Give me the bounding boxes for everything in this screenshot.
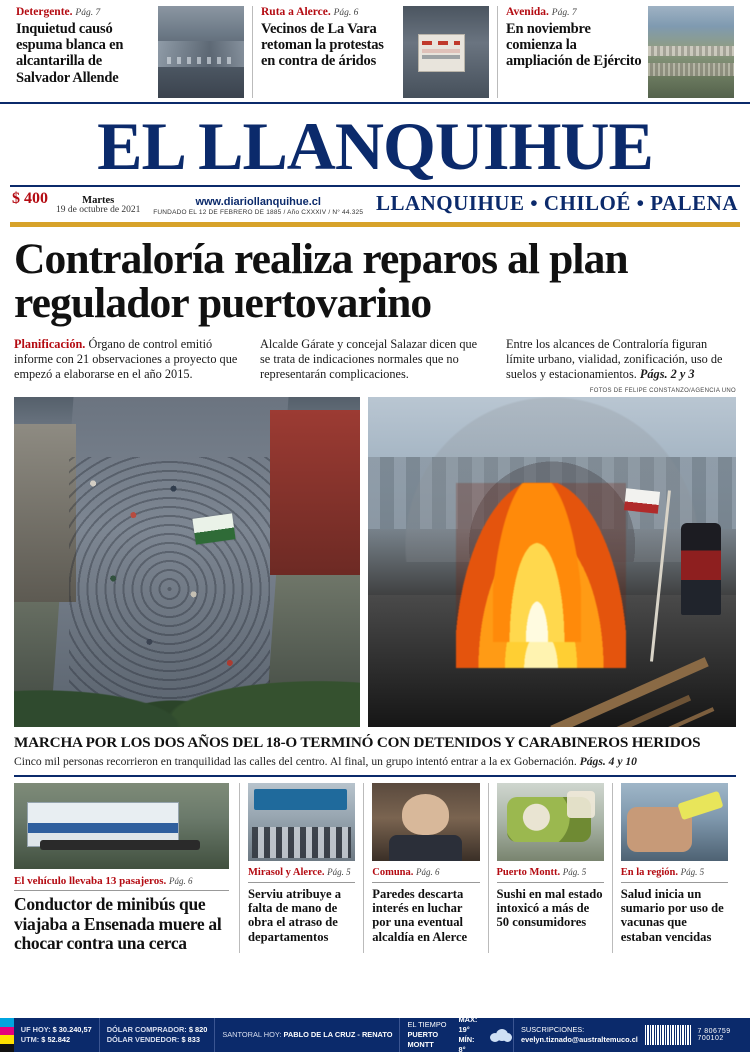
saint-label-row xyxy=(222,1030,392,1040)
teaser-kicker xyxy=(506,6,642,19)
barcode-number: 7 806759 700102 xyxy=(697,1028,731,1042)
bottom-story-item[interactable] xyxy=(488,783,612,953)
lead-column-3 xyxy=(506,337,736,382)
subscriptions-block xyxy=(514,1018,645,1052)
barricade-fire-photo xyxy=(368,397,736,727)
bottom-item-page-ref: Pág. 6 xyxy=(416,867,440,878)
official-portrait-photo xyxy=(372,783,479,861)
bottom-item-headline[interactable]: Paredes descarta interés en luchar por una eventual alcaldía en Alerce xyxy=(372,886,468,944)
bottom-item-kicker xyxy=(248,867,355,879)
color-registration-swatch xyxy=(0,1018,14,1052)
bottom-item-headline[interactable]: Serviu atribuye a falta de mano de obra el atraso de departamentos xyxy=(248,886,342,944)
weather-max-value: 19° xyxy=(458,1025,470,1035)
hero-caption-body: Cinco mil personas recorrieron en tranquilidad las calles del centro. Al final, un grupo intentó entrar a la ex Gobernación. xyxy=(14,755,577,769)
aerial-city-photo xyxy=(648,6,734,98)
photo-detail-building-left xyxy=(14,424,76,602)
hero-caption-headline[interactable]: MARCHA POR LOS DOS AÑOS DEL 18-O TERMINÓ CON DETENIDOS Y CARABINEROS HERIDOS xyxy=(14,734,701,752)
lead-column-1-text: Órgano de control emitió informe con 21 observaciones a proyecto que empezó a elaborarse en el año 2015. xyxy=(14,337,238,382)
photo-detail-person xyxy=(681,523,721,615)
date-label: 19 de octubre de 2021 xyxy=(56,204,141,215)
bottom-item-headline[interactable]: Salud inicia un sumario por uso de vacunas que estaban vencidas xyxy=(620,886,724,944)
utm-value: $ 52.842 xyxy=(41,1035,71,1044)
weather-max-label: MÁX: xyxy=(458,1015,478,1025)
editions-label: LLANQUIHUE • CHILOÉ • PALENA xyxy=(375,190,738,215)
lead-column-3-text: Entre los alcances de Contraloría figuran límite urbano, vialidad, zonificación, uso de suelos y estacionamientos. xyxy=(506,337,723,382)
hero-photo-row xyxy=(0,397,750,727)
weather-min-label: MÍN: xyxy=(458,1035,475,1044)
dollar-buy-label: DÓLAR COMPRADOR: xyxy=(106,1025,187,1035)
bottom-item-kicker-label: Comuna. xyxy=(372,867,414,879)
barcode-icon xyxy=(645,1025,692,1045)
bottom-main-kicker-label: El vehículo llevaba 13 pasajeros. xyxy=(14,875,167,888)
lead-summary-columns xyxy=(14,337,736,386)
teaser-item[interactable] xyxy=(252,6,497,98)
uf-row xyxy=(21,1025,92,1035)
barcode-block xyxy=(645,1018,750,1052)
bottom-main-rule xyxy=(14,890,229,891)
indicators-uf-utm xyxy=(14,1018,100,1052)
bottom-main-page-ref: Pág. 6 xyxy=(169,876,193,887)
saint-of-the-day xyxy=(215,1018,400,1052)
bottom-item-kicker-label: En la región. xyxy=(620,867,679,879)
bottom-item-rule xyxy=(497,882,604,883)
teaser-text xyxy=(506,6,642,98)
price-label: $ 400 xyxy=(12,189,48,207)
street-protest-photo xyxy=(158,6,244,98)
bottom-item-rule xyxy=(621,882,728,883)
teaser-page-ref: Pág. 7 xyxy=(551,8,577,18)
swatch-black xyxy=(0,1044,14,1053)
teaser-item[interactable] xyxy=(497,6,742,98)
weather-min-value: 8° xyxy=(458,1044,466,1054)
teaser-headline[interactable]: Vecinos de La Vara retoman la protestas en contra de áridos xyxy=(261,20,384,70)
bottom-story-item[interactable] xyxy=(240,783,363,953)
weather-max-row xyxy=(459,1015,482,1035)
teaser-page-ref: Pág. 6 xyxy=(333,8,359,18)
minibus-crash-photo xyxy=(14,783,229,869)
photo-credit: FOTOS DE FELIPE CONSTANZO/AGENCIA UNO xyxy=(589,388,736,395)
lead-headline[interactable]: Contraloría realiza reparos al plan regulador puertovarino xyxy=(14,234,628,327)
weather-temps xyxy=(459,1015,482,1055)
hero-caption-page-ref: Págs. 4 y 10 xyxy=(579,755,637,769)
bottom-item-headline[interactable]: Sushi en mal estado intoxicó a más de 50 consumidores xyxy=(496,886,603,930)
bottom-item-page-ref: Pág. 5 xyxy=(327,867,351,878)
lead-column-1 xyxy=(14,337,244,382)
bottom-main-kicker xyxy=(14,875,229,887)
bottom-item-kicker xyxy=(621,867,728,879)
date-block xyxy=(56,195,140,216)
weather-label: EL TIEMPO xyxy=(407,1020,447,1030)
serviu-office-photo xyxy=(248,783,355,861)
indicators-dollar xyxy=(100,1018,216,1052)
bottom-item-rule xyxy=(372,882,479,883)
teaser-kicker-label: Ruta a Alerce. xyxy=(261,6,331,18)
banner-protest-photo xyxy=(403,6,489,98)
bottom-main-headline[interactable]: Conductor de minibús que viajaba a Ensenada muere al chocar contra una cerca xyxy=(14,894,222,953)
dollar-sell-row xyxy=(107,1035,208,1045)
saint-value: PABLO DE LA CRUZ - RENATO xyxy=(283,1030,393,1039)
bottom-story-grid xyxy=(0,777,750,953)
teaser-headline[interactable]: En noviembre comienza la ampliación de Ejército xyxy=(506,20,642,70)
march-crowd-photo xyxy=(14,397,360,727)
uf-value: $ 30.240,57 xyxy=(52,1025,92,1035)
dollar-sell-value: $ 833 xyxy=(181,1035,200,1044)
footer-info-bar xyxy=(0,1015,750,1054)
weather-widget xyxy=(400,1015,514,1054)
dollar-sell-label: DÓLAR VENDEDOR: xyxy=(106,1035,180,1044)
bottom-story-item[interactable] xyxy=(363,783,487,953)
weekday-label: Martes xyxy=(82,194,115,206)
photo-detail-flagcloth xyxy=(624,488,660,513)
bottom-item-kicker xyxy=(497,867,604,879)
photo-detail-fire-core xyxy=(493,483,581,641)
website-link[interactable]: www.diariollanquihue.cl xyxy=(195,195,321,208)
top-teaser-strip xyxy=(0,0,750,104)
teaser-kicker xyxy=(261,6,397,19)
bottom-item-kicker xyxy=(372,867,479,879)
price-date-block xyxy=(12,190,140,216)
bottom-main-story[interactable] xyxy=(14,783,240,953)
utm-label: UTM: xyxy=(20,1035,40,1044)
photo-detail-building-right xyxy=(270,410,360,575)
lead-page-ref: Págs. 2 y 3 xyxy=(639,367,695,382)
bottom-item-kicker-label: Puerto Montt. xyxy=(496,867,561,879)
teaser-item[interactable] xyxy=(8,6,252,98)
bottom-item-kicker-label: Mirasol y Alerce. xyxy=(248,867,325,879)
subscriptions-email[interactable]: evelyn.tiznado@australtemuco.cl xyxy=(520,1035,638,1044)
teaser-kicker-label: Avenida. xyxy=(506,6,549,18)
teaser-headline[interactable]: Inquietud causó espuma blanca en alcantarilla de Salvador Allende xyxy=(16,20,124,86)
teaser-text xyxy=(261,6,397,98)
teaser-text xyxy=(16,6,152,98)
lead-column-2: Alcalde Gárate y concejal Salazar dicen que se trata de indicaciones normales que no representarán complicaciones. xyxy=(260,337,478,382)
cloud-icon xyxy=(490,1028,506,1042)
masthead-info-row xyxy=(0,187,750,216)
uf-label: UF HOY: xyxy=(20,1025,51,1035)
bottom-story-item[interactable] xyxy=(612,783,736,953)
teaser-kicker xyxy=(16,6,152,19)
dollar-buy-row xyxy=(107,1025,208,1035)
swatch-magenta xyxy=(0,1027,14,1036)
photo-detail-trees xyxy=(14,642,360,728)
masthead xyxy=(0,104,750,227)
bottom-item-page-ref: Pág. 5 xyxy=(680,867,705,878)
website-and-founded xyxy=(153,196,363,216)
teaser-kicker-label: Detergente. xyxy=(16,6,73,18)
dollar-buy-value: $ 820 xyxy=(188,1025,208,1035)
lead-story xyxy=(0,227,750,387)
teaser-page-ref: Pág. 7 xyxy=(75,8,101,18)
swatch-yellow xyxy=(0,1035,14,1044)
bottom-item-rule xyxy=(248,882,355,883)
subscriptions-label: SUSCRIPCIONES: xyxy=(520,1025,585,1035)
bottom-item-page-ref: Pág. 5 xyxy=(562,867,587,878)
hero-caption xyxy=(0,727,750,769)
swatch-cyan xyxy=(0,1018,14,1027)
weather-location xyxy=(407,1020,450,1050)
weather-city: PUERTO MONTT xyxy=(407,1030,439,1049)
lead-dek-label: Planificación. xyxy=(14,337,86,352)
hero-caption-text xyxy=(14,755,736,769)
founded-line: FUNDADO EL 12 DE FEBRERO DE 1885 / Año CXXXIV / N° 44.325 xyxy=(153,208,364,216)
utm-row xyxy=(21,1035,92,1045)
saint-label: SANTORAL HOY: xyxy=(222,1030,282,1039)
vaccination-arm-photo xyxy=(621,783,728,861)
page-title: EL LLANQUIHUE xyxy=(97,108,653,184)
bad-sushi-photo xyxy=(497,783,604,861)
